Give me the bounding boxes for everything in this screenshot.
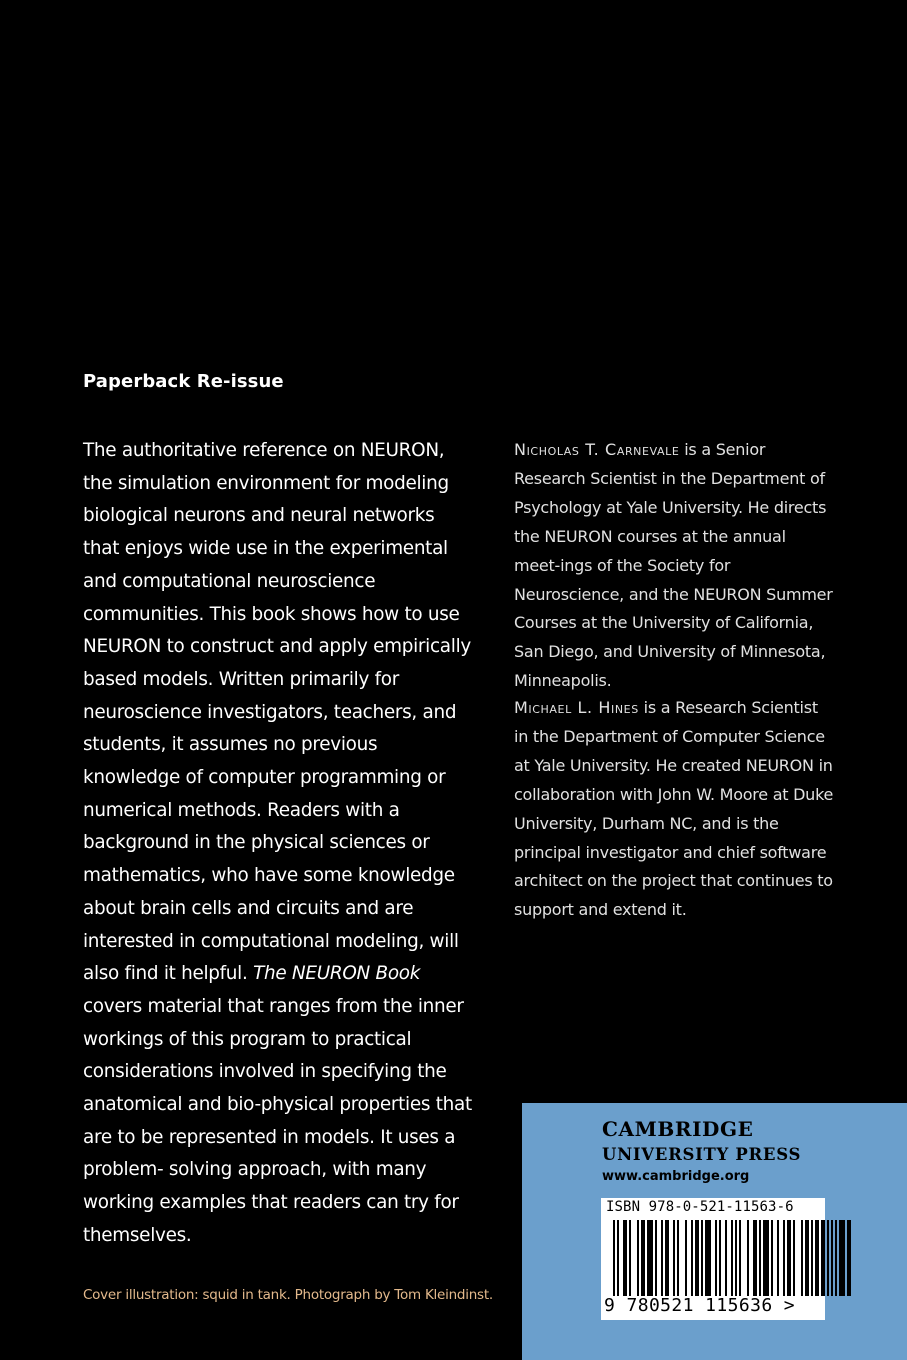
cover-credit: Cover illustration: squid in tank. Photograph by Tom Kleindinst. — [83, 1287, 493, 1303]
isbn-barcode — [601, 1198, 825, 1320]
barcode-bars — [613, 1220, 851, 1296]
author-name: Michael L. Hines — [514, 698, 639, 717]
author-bio-hines — [514, 694, 834, 925]
author-bio-text: is a Senior Research Scientist in the Department of Psychology at Yale University. He directs the NEURON courses at the annual meet-ings of the Society for Neuroscience, and the NEURON Summer Courses at the University of California, San Diego, and University of Minnesota, Minneapolis. — [514, 440, 833, 691]
publisher-panel — [522, 1103, 907, 1360]
publisher-name — [602, 1109, 754, 1143]
book-title-italic: The NEURON Book — [253, 963, 421, 985]
author-name: Nicholas T. Carnevale — [514, 440, 680, 459]
edition-label: Paperback Re-issue — [83, 371, 284, 392]
description-text-2: covers material that ranges from the inner workings of this program to practical considerations involved in specifying the anatomical and bio-physical properties that are to be represented in models. It uses a problem- solving approach, with many working examples that readers can try for themselves. — [83, 995, 472, 1246]
barcode-bar — [847, 1220, 851, 1296]
author-bio-text: is a Research Scientist in the Department of Computer Science at Yale University. He created NEURON in collaboration with John W. Moore at Duke University, Durham NC, and is the principal investigator and chief software architect on the project that continues to support and extend it. — [514, 698, 834, 920]
author-bio-carnevale — [514, 436, 834, 696]
isbn-label: ISBN 978-0-521-11563-6 — [606, 1199, 794, 1215]
publisher-url: www.cambridge.org — [602, 1169, 750, 1184]
ean-digits: 9 780521 115636 > — [604, 1295, 796, 1316]
publisher-subname-text: UNIVERSITY PRESS — [602, 1145, 802, 1164]
book-description — [83, 435, 473, 1253]
publisher-name-text: cambridge — [602, 1109, 754, 1143]
publisher-subname — [602, 1145, 801, 1164]
description-text-1: The authoritative reference on NEURON, the simulation environment for modeling biological neurons and neural networks that enjoys wide use in the experimental and computational neuroscience communities. This book shows how to use NEURON to construct and apply empirically based models. Written primarily for neuroscience investigators, teachers, and students, it assumes no previous knowledge of computer programming or numerical methods. Readers with a background in the physical sciences or mathematics, who have some knowledge about brain cells and circuits and are interested in computational modeling, will also find it helpful. — [83, 440, 471, 985]
